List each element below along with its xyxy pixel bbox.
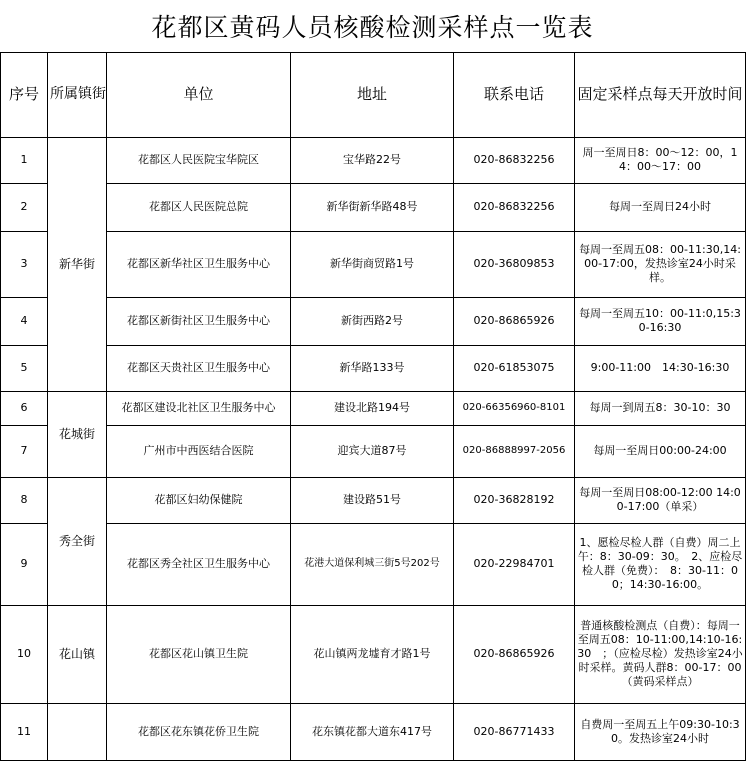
- cell-phone: 020-36809853: [454, 231, 575, 297]
- cell-phone: 020-86832256: [454, 137, 575, 183]
- cell-unit: 花都区秀全社区卫生服务中心: [107, 523, 291, 605]
- cell-hours: 9:00-11:00 14:30-16:30: [575, 345, 746, 391]
- sampling-sites-table: [0, 52, 746, 761]
- cell-address: 迎宾大道87号: [291, 425, 454, 477]
- cell-town: 花城街: [48, 391, 107, 477]
- cell-address: 花山镇两龙墟育才路1号: [291, 605, 454, 703]
- cell-unit: 花都区人民医院总院: [107, 183, 291, 231]
- header-phone: 联系电话: [454, 52, 575, 137]
- cell-address: 新华路133号: [291, 345, 454, 391]
- cell-index: 9: [1, 523, 48, 605]
- cell-index: 7: [1, 425, 48, 477]
- cell-unit: 花都区人民医院宝华院区: [107, 137, 291, 183]
- cell-unit: 广州市中西医结合医院: [107, 425, 291, 477]
- cell-phone: 020-86771433: [454, 703, 575, 760]
- cell-hours: 周一至周日8：00～12：00，14：00～17：00: [575, 137, 746, 183]
- cell-hours: 普通核酸检测点（自费）：每周一至周五08：10-11:00,14:10-16:30 ；（应检尽检）发热诊室24小时采样。黄码人群8：00-17：00（黄码采样点）: [575, 605, 746, 703]
- cell-town: [48, 703, 107, 760]
- cell-unit: 花都区妇幼保健院: [107, 477, 291, 523]
- table-row: [1, 703, 746, 760]
- cell-unit: 花都区新华社区卫生服务中心: [107, 231, 291, 297]
- cell-phone: 020-86865926: [454, 605, 575, 703]
- header-unit: 单位: [107, 52, 291, 137]
- cell-unit: 花都区天贵社区卫生服务中心: [107, 345, 291, 391]
- cell-phone: 020-36828192: [454, 477, 575, 523]
- cell-index: 2: [1, 183, 48, 231]
- table-row: [1, 391, 746, 425]
- header-town: 所属镇街: [48, 52, 107, 137]
- header-address: 地址: [291, 52, 454, 137]
- header-row: [1, 52, 746, 137]
- cell-index: 10: [1, 605, 48, 703]
- cell-address: 新街西路2号: [291, 297, 454, 345]
- cell-phone: 020-61853075: [454, 345, 575, 391]
- cell-unit: 花都区新街社区卫生服务中心: [107, 297, 291, 345]
- cell-town: 秀全街: [48, 477, 107, 605]
- table-row: [1, 231, 746, 297]
- cell-index: 8: [1, 477, 48, 523]
- cell-address: 建设北路194号: [291, 391, 454, 425]
- cell-index: 1: [1, 137, 48, 183]
- table-row: [1, 345, 746, 391]
- cell-unit: 花都区花山镇卫生院: [107, 605, 291, 703]
- cell-town: 新华街: [48, 137, 107, 391]
- cell-index: 3: [1, 231, 48, 297]
- cell-hours: 每周一至周日00:00-24:00: [575, 425, 746, 477]
- cell-town: 花山镇: [48, 605, 107, 703]
- table-row: [1, 425, 746, 477]
- table-title: 花都区黄码人员核酸检测采样点一览表: [0, 0, 745, 53]
- table-row: [1, 523, 746, 605]
- table-row: [1, 137, 746, 183]
- cell-hours: 每周一至周五08：00-11:30,14:00-17:00，发热诊室24小时采样。: [575, 231, 746, 297]
- cell-phone: 020-22984701: [454, 523, 575, 605]
- table-row: [1, 183, 746, 231]
- table-row: [1, 605, 746, 703]
- cell-unit: 花都区建设北社区卫生服务中心: [107, 391, 291, 425]
- cell-hours: 每周一至周日24小时: [575, 183, 746, 231]
- cell-index: 5: [1, 345, 48, 391]
- table-row: [1, 477, 746, 523]
- cell-hours: 每周一至周五10：00-11:0,15:30-16:30: [575, 297, 746, 345]
- cell-hours: 每周一至周日08:00-12:00 14:00-17:00（单采）: [575, 477, 746, 523]
- cell-address: 花港大道保利城三街5号202号: [291, 523, 454, 605]
- header-index: 序号: [1, 52, 48, 137]
- cell-phone: 020-86832256: [454, 183, 575, 231]
- cell-index: 6: [1, 391, 48, 425]
- cell-phone: 020-66356960-8101: [454, 391, 575, 425]
- cell-hours: 1、愿检尽检人群（自费）周二上午：8：30-09：30。 2、应检尽检人群（免费）： 8：30-11：00；14:30-16:00。: [575, 523, 746, 605]
- cell-address: 花东镇花都大道东417号: [291, 703, 454, 760]
- cell-address: 建设路51号: [291, 477, 454, 523]
- cell-phone: 020-86888997-2056: [454, 425, 575, 477]
- table-row: [1, 297, 746, 345]
- cell-hours: 自费周一至周五上午09:30-10:30。发热诊室24小时: [575, 703, 746, 760]
- cell-index: 11: [1, 703, 48, 760]
- header-hours: 固定采样点每天开放时间: [575, 52, 746, 137]
- cell-address: 新华街新华路48号: [291, 183, 454, 231]
- cell-unit: 花都区花东镇花侨卫生院: [107, 703, 291, 760]
- cell-index: 4: [1, 297, 48, 345]
- cell-address: 宝华路22号: [291, 137, 454, 183]
- cell-hours: 每周一到周五8：30-10：30: [575, 391, 746, 425]
- cell-address: 新华街商贸路1号: [291, 231, 454, 297]
- cell-phone: 020-86865926: [454, 297, 575, 345]
